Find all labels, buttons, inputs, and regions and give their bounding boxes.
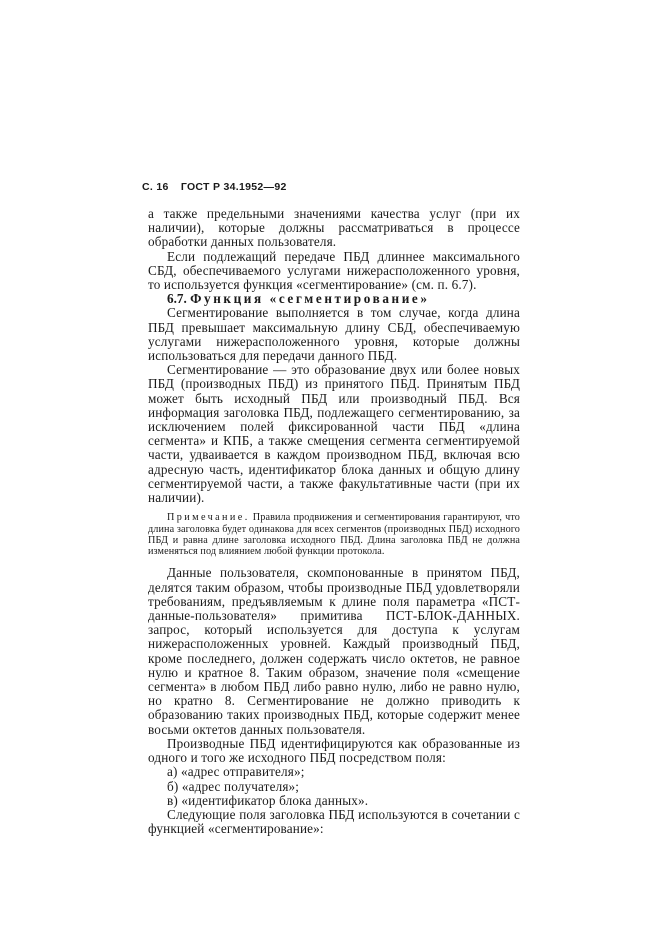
paragraph-segmentation-when: Сегментирование выполняется в том случае, когда длина ПБД превышает максимальную длину СБД, обеспечиваемую услугами нижерасположенного уровня, которые должны использоваться для передачи данного ПБД.	[148, 305, 520, 364]
paragraph-segmentation-usage: Если подлежащий передаче ПБД длиннее максимального СБД, обеспечиваемого услугами нижерасположенного уровня, то используется функция «сегментирование» (см. п. 6.7).	[148, 248, 520, 293]
section-number: 6.7.	[167, 291, 187, 307]
note-label: Примечание.	[167, 512, 250, 524]
note-block	[148, 512, 520, 557]
paragraph-continuation: а также предельными значениями качества услуг (при их наличии), которые должны рассматриваться в процессе обработки данных пользователя.	[148, 206, 520, 250]
page-number: С. 16	[142, 181, 169, 193]
paragraph-user-data-division: Данные пользователя, скомпонованные в принятом ПБД, делятся таким образом, чтобы производные ПБД удовлетворяли требованиям, предъявляемым к длине поля параметра «ПСТ-данные-пользователя» примитива ПСТ-БЛОК-ДАННЫХ. запрос, который используется для доступа к услугам нижерасположенных уровней. Каждый производный ПБД, кроме последнего, должен содержать число октетов, не равное нулю и кратное 8. Таким образом, значение поля «смещение сегмента» в любом ПБД либо равно нулю, либо не равно нулю, но кратно 8. Сегментирование не должно приводить к образованию таких производных ПБД, которые содержит менее восьми октетов данных пользователя.	[148, 565, 520, 737]
list-item-recipient-address: б) «адрес получателя»;	[167, 778, 300, 794]
list-item-sender-address: а) «адрес отправителя»;	[167, 764, 305, 780]
page-header	[142, 180, 520, 194]
section-heading	[148, 292, 520, 306]
paragraph-segmentation-definition: Сегментирование — это образование двух или более новых ПБД (производных ПБД) из принятого ПБД. Принятым ПБД может быть исходный ПБД или производный ПБД. Вся информация заголовка ПБД, подлежащего сегментированию, за исключением полей фиксированной части ПБД «длина сегмента» и КПБ, а также смещения сегмента сегментируемой части, удваивается в каждом производном ПБД, включая всю адресную часть, идентификатор блока данных и общую длину сегментируемой части, а также факультативные части (при их наличии).	[148, 362, 520, 506]
standard-designation: ГОСТ Р 34.1952—92	[180, 181, 287, 193]
paragraph-derived-identification: Производные ПБД идентифицируются как образованные из одного и того же исходного ПБД посредством поля:	[148, 735, 520, 766]
note-text: Правила продвижения и сегментирования гарантируют, что длина заголовка будет одинакова для всех сегментов (производных ПБД) исходного ПБД и равна длине заголовка исходного ПБД. Длина заголовка ПБД не должна изменяться под влиянием любой функции протокола.	[148, 512, 520, 558]
list-item-data-block-id: в) «идентификатор блока данных».	[167, 792, 369, 808]
paragraph-header-fields: Следующие поля заголовка ПБД используются в сочетании с функцией «сегментирование»:	[148, 806, 520, 837]
document-page	[142, 180, 520, 837]
section-title: Функция «сегментирование»	[190, 291, 430, 307]
